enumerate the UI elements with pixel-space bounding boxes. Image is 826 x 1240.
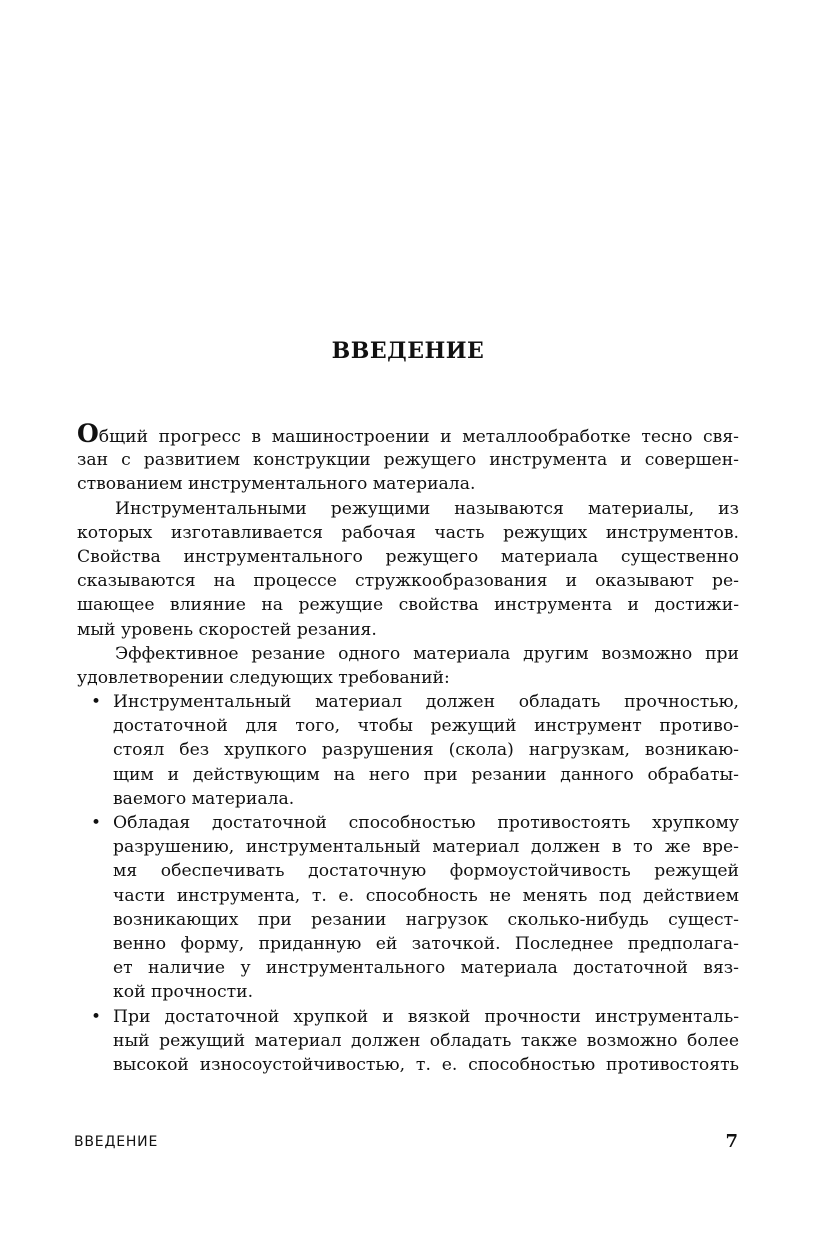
bullet-item [77,811,739,1005]
text-line: мый уровень скоростей резания. [77,619,377,640]
body-text [77,419,739,1077]
text-line: мя обеспечивать достаточную формоустойчивость режущей [113,861,739,882]
bullet-icon: • [91,692,102,713]
text-line: • Инструментальный материал должен обладать прочностью, [77,690,739,714]
text-line: венно форму, приданную ей заточкой. Последнее предполага- [113,933,739,954]
paragraph-1 [77,419,739,497]
text-line: кой прочности. [113,982,254,1003]
text-line: • При достаточной хрупкой и вязкой прочности инструменталь- [77,1005,739,1029]
text-line: • Обладая достаточной способностью противостоять хрупкому [77,811,739,835]
text-line: сказываются на процессе стружкообразования и оказывают ре- [77,571,739,592]
text-line: части инструмента, т. е. способность не менять под действием [113,885,739,906]
text-line: достаточной для того, чтобы режущий инструмент противо- [113,716,739,737]
bullet-icon: • [91,813,102,833]
text-line: ваемого материала. [113,788,295,809]
bullet-item [77,1005,739,1078]
text-line: Инструментальными режущими называются материалы, из [115,498,739,519]
text-line: стоял без хрупкого разрушения (скола) нагрузкам, возникаю- [113,740,739,761]
drop-cap: О [77,419,99,448]
text-line: ный режущий материал должен обладать также возможно более [113,1030,739,1051]
text-line: удовлетворении следующих требований: [77,667,450,688]
page-number: 7 [725,1131,738,1152]
text-line: ет наличие у инструментального материала достаточной вяз- [113,958,739,979]
text-line: которых изготавливается рабочая часть режущих инструментов. [77,522,739,543]
text-line: разрушению, инструментальный материал должен в то же вре- [113,837,739,858]
text-line: возникающих при резании нагрузок сколько-нибудь сущест- [113,909,739,930]
paragraph-2 [77,497,739,642]
text-line: Свойства инструментального режущего материала существенно [77,546,739,567]
paragraph-3 [77,642,739,690]
chapter-heading: ВВЕДЕНИЕ [331,338,485,364]
text-line: ствованием инструментального материала. [77,474,476,495]
bullet-icon: • [91,1006,102,1027]
running-title: ВВЕДЕНИЕ [74,1134,159,1150]
text-line: Эффективное резание одного материала другим возможно при [115,643,739,664]
bullet-item [77,690,739,811]
text-line: Общий прогресс в машиностроении и металлообработке тесно свя- [77,419,739,448]
text-line: шающее влияние на режущие свойства инструмента и достижи- [77,595,739,616]
text-line: щим и действующим на него при резании данного обрабаты- [113,764,739,785]
text-line: зан с развитием конструкции режущего инструмента и совершен- [77,450,739,471]
text-line: высокой износоустойчивостью, т. е. способностью противостоять [113,1054,739,1075]
